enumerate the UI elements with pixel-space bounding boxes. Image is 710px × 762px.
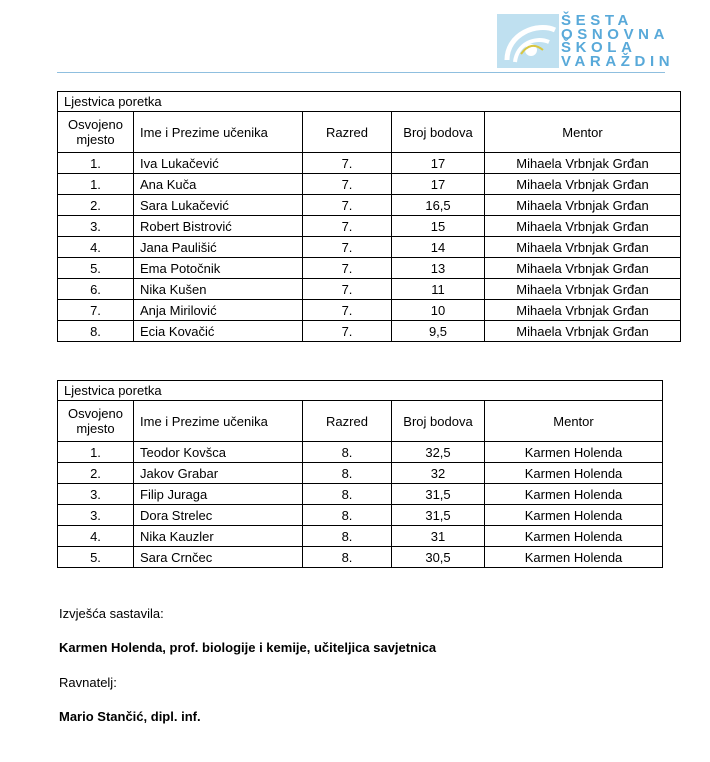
principal-label: Ravnatelj: bbox=[59, 675, 117, 690]
cell-grade: 8. bbox=[303, 547, 392, 568]
cell-mentor: Mihaela Vrbnjak Grđan bbox=[485, 195, 681, 216]
table-row bbox=[58, 174, 681, 195]
cell-place: 1. bbox=[58, 442, 134, 463]
cell-grade: 7. bbox=[303, 237, 392, 258]
header-mentor: Mentor bbox=[485, 112, 681, 153]
table-row bbox=[58, 237, 681, 258]
cell-student-name: Jakov Grabar bbox=[134, 463, 303, 484]
cell-points: 31,5 bbox=[392, 505, 485, 526]
cell-points: 16,5 bbox=[392, 195, 485, 216]
cell-place: 5. bbox=[58, 258, 134, 279]
cell-points: 15 bbox=[392, 216, 485, 237]
school-logo bbox=[497, 12, 675, 70]
cell-grade: 8. bbox=[303, 526, 392, 547]
header-grade: Razred bbox=[303, 112, 392, 153]
cell-grade: 7. bbox=[303, 216, 392, 237]
table-title: Ljestvica poretka bbox=[58, 92, 681, 112]
cell-student-name: Nika Kušen bbox=[134, 279, 303, 300]
cell-student-name: Anja Mirilović bbox=[134, 300, 303, 321]
cell-place: 4. bbox=[58, 526, 134, 547]
table-row bbox=[58, 279, 681, 300]
ranking-table-grade-7 bbox=[57, 91, 681, 342]
cell-mentor: Mihaela Vrbnjak Grđan bbox=[485, 174, 681, 195]
cell-student-name: Teodor Kovšca bbox=[134, 442, 303, 463]
header-name: Ime i Prezime učenika bbox=[134, 401, 303, 442]
cell-student-name: Dora Strelec bbox=[134, 505, 303, 526]
cell-place: 4. bbox=[58, 237, 134, 258]
cell-mentor: Karmen Holenda bbox=[485, 547, 663, 568]
cell-points: 17 bbox=[392, 153, 485, 174]
cell-points: 14 bbox=[392, 237, 485, 258]
cell-place: 3. bbox=[58, 216, 134, 237]
cell-mentor: Mihaela Vrbnjak Grđan bbox=[485, 216, 681, 237]
cell-student-name: Filip Juraga bbox=[134, 484, 303, 505]
header-points: Broj bodova bbox=[392, 112, 485, 153]
compiled-by-name: Karmen Holenda, prof. biologije i kemije, učiteljica savjetnica bbox=[59, 640, 437, 655]
cell-place: 3. bbox=[58, 484, 134, 505]
header-place: Osvojeno mjesto bbox=[58, 112, 134, 153]
table-row bbox=[58, 526, 663, 547]
cell-mentor: Mihaela Vrbnjak Grđan bbox=[485, 237, 681, 258]
cell-mentor: Mihaela Vrbnjak Grđan bbox=[485, 153, 681, 174]
table-row bbox=[58, 547, 663, 568]
table-row bbox=[58, 195, 681, 216]
cell-student-name: Iva Lukačević bbox=[134, 153, 303, 174]
cell-mentor: Karmen Holenda bbox=[485, 442, 663, 463]
cell-points: 31 bbox=[392, 526, 485, 547]
table-body bbox=[58, 153, 681, 342]
principal-name: Mario Stančić, dipl. inf. bbox=[59, 709, 201, 724]
cell-mentor: Karmen Holenda bbox=[485, 526, 663, 547]
cell-student-name: Sara Lukačević bbox=[134, 195, 303, 216]
cell-place: 7. bbox=[58, 300, 134, 321]
cell-grade: 8. bbox=[303, 442, 392, 463]
cell-place: 2. bbox=[58, 195, 134, 216]
cell-points: 30,5 bbox=[392, 547, 485, 568]
cell-points: 10 bbox=[392, 300, 485, 321]
table-row bbox=[58, 484, 663, 505]
cell-grade: 7. bbox=[303, 174, 392, 195]
cell-place: 1. bbox=[58, 153, 134, 174]
cell-grade: 8. bbox=[303, 463, 392, 484]
table-row bbox=[58, 153, 681, 174]
table-row bbox=[58, 258, 681, 279]
cell-student-name: Ecia Kovačić bbox=[134, 321, 303, 342]
cell-student-name: Robert Bistrović bbox=[134, 216, 303, 237]
table-row bbox=[58, 321, 681, 342]
school-logo-text bbox=[561, 12, 675, 70]
table-body bbox=[58, 442, 663, 568]
cell-grade: 7. bbox=[303, 321, 392, 342]
table-row bbox=[58, 216, 681, 237]
logo-line: ŠKOLA bbox=[561, 39, 637, 56]
cell-mentor: Mihaela Vrbnjak Grđan bbox=[485, 279, 681, 300]
header-mentor: Mentor bbox=[485, 401, 663, 442]
cell-place: 3. bbox=[58, 505, 134, 526]
cell-place: 5. bbox=[58, 547, 134, 568]
table-row bbox=[58, 505, 663, 526]
cell-points: 9,5 bbox=[392, 321, 485, 342]
table-row bbox=[58, 300, 681, 321]
ranking-table-grade-8 bbox=[57, 380, 663, 568]
cell-grade: 7. bbox=[303, 153, 392, 174]
table-row bbox=[58, 463, 663, 484]
logo-line: OSNOVNA bbox=[561, 25, 670, 43]
cell-grade: 7. bbox=[303, 258, 392, 279]
compiled-by-label: Izvješća sastavila: bbox=[59, 606, 164, 621]
header-grade: Razred bbox=[303, 401, 392, 442]
cell-mentor: Karmen Holenda bbox=[485, 484, 663, 505]
cell-mentor: Karmen Holenda bbox=[485, 463, 663, 484]
cell-student-name: Ana Kuča bbox=[134, 174, 303, 195]
cell-grade: 8. bbox=[303, 484, 392, 505]
cell-place: 6. bbox=[58, 279, 134, 300]
cell-points: 32,5 bbox=[392, 442, 485, 463]
cell-mentor: Karmen Holenda bbox=[485, 505, 663, 526]
cell-student-name: Sara Crnčec bbox=[134, 547, 303, 568]
cell-points: 17 bbox=[392, 174, 485, 195]
header-points: Broj bodova bbox=[392, 401, 485, 442]
table-title: Ljestvica poretka bbox=[58, 381, 663, 401]
cell-place: 2. bbox=[58, 463, 134, 484]
header-divider bbox=[57, 72, 665, 73]
cell-points: 11 bbox=[392, 279, 485, 300]
cell-place: 1. bbox=[58, 174, 134, 195]
cell-mentor: Mihaela Vrbnjak Grđan bbox=[485, 258, 681, 279]
cell-grade: 7. bbox=[303, 279, 392, 300]
school-logo-graphic bbox=[497, 14, 559, 68]
cell-mentor: Mihaela Vrbnjak Grđan bbox=[485, 300, 681, 321]
logo-line: VARAŽDIN bbox=[561, 52, 675, 70]
cell-student-name: Ema Potočnik bbox=[134, 258, 303, 279]
cell-points: 13 bbox=[392, 258, 485, 279]
logo-line: ŠESTA bbox=[561, 12, 633, 29]
cell-mentor: Mihaela Vrbnjak Grđan bbox=[485, 321, 681, 342]
header-name: Ime i Prezime učenika bbox=[134, 112, 303, 153]
cell-points: 32 bbox=[392, 463, 485, 484]
cell-place: 8. bbox=[58, 321, 134, 342]
cell-points: 31,5 bbox=[392, 484, 485, 505]
cell-grade: 8. bbox=[303, 505, 392, 526]
cell-student-name: Nika Kauzler bbox=[134, 526, 303, 547]
cell-student-name: Jana Paulišić bbox=[134, 237, 303, 258]
cell-grade: 7. bbox=[303, 300, 392, 321]
cell-grade: 7. bbox=[303, 195, 392, 216]
header-place: Osvojeno mjesto bbox=[58, 401, 134, 442]
table-row bbox=[58, 442, 663, 463]
